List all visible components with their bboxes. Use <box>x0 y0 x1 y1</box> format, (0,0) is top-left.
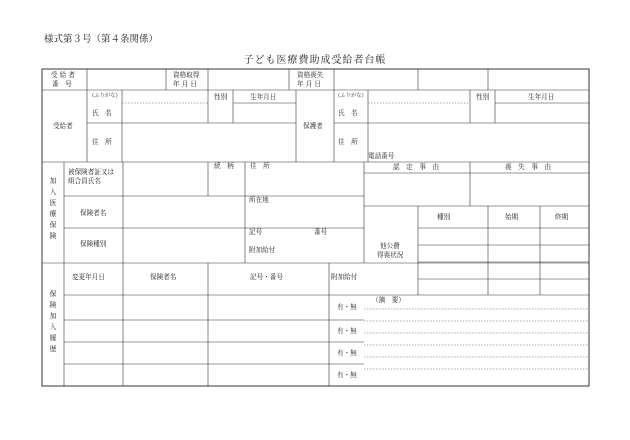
insurance-type-label: 保険種別 <box>80 240 107 248</box>
history-symbol-number-header: 記号・番号 <box>250 273 283 281</box>
lost-date-label: 資格喪失 <box>297 71 324 79</box>
insured-person-label-2: 組合員氏名 <box>68 177 101 185</box>
other-public-start-label: 始期 <box>505 213 519 221</box>
insurance-symbol-label: 記号 <box>249 228 263 236</box>
guardian-gender-label: 性別 <box>476 93 490 101</box>
relation-label: 続 柄 <box>214 162 234 170</box>
history-changed-date-header: 変更年月日 <box>72 273 105 281</box>
history-yes-no-4: 有・無 <box>337 371 357 379</box>
other-public-end-label: 終期 <box>555 213 569 221</box>
form-number-label: 様式第３号（第４条関係） <box>44 34 159 45</box>
insurance-additional-benefit-label: 附加給付 <box>249 246 276 254</box>
insurance-address-label: 住 所 <box>250 162 270 170</box>
reason-lost-label: 喪 失 事 由 <box>505 163 552 171</box>
history-additional-benefit-header: 附加給付 <box>331 273 358 281</box>
other-public-label: 他公費 <box>380 242 400 250</box>
insurance-vertical-label: 加入医療保険 <box>49 177 57 240</box>
guardian-phone-label: 電話番号 <box>368 152 395 160</box>
other-public-type-label: 種別 <box>437 213 451 221</box>
history-yes-no-1: 有・無 <box>337 303 357 311</box>
guardian-birthdate-label: 生年月日 <box>528 93 555 101</box>
recipient-address-label: 住 所 <box>92 138 112 146</box>
insurer-location-label: 所在地 <box>249 196 269 204</box>
recipient-birthdate-label: 生年月日 <box>250 93 277 101</box>
guardian-name-label: 氏 名 <box>338 109 358 117</box>
insured-person-label: 被保険者証又は <box>68 168 115 176</box>
reason-granted-label: 認 定 事 由 <box>393 163 440 171</box>
recipient-furigana-label: (ふりがな) <box>92 93 118 99</box>
insurance-number-label: 番号 <box>314 228 328 236</box>
recipient-number-label-2: 番 号 <box>52 80 72 88</box>
page-title: 子ども医療費助成受給者台帳 <box>243 55 387 66</box>
recipient-name-label: 氏 名 <box>92 109 112 117</box>
insurer-name-label: 保険者名 <box>80 209 107 217</box>
history-vertical-label: 保険加入履歴 <box>49 290 57 353</box>
guardian-address-label: 住 所 <box>338 138 358 146</box>
recipient-gender-label: 性別 <box>214 93 228 101</box>
lost-date-label-2: 年 月 日 <box>297 80 321 88</box>
other-public-label-2: 得喪状況 <box>377 251 404 259</box>
guardian-furigana-label: (ふりがな) <box>338 93 364 99</box>
recipient-label: 受給者 <box>53 122 73 130</box>
remarks-label: （摘 要） <box>372 296 405 304</box>
history-yes-no-2: 有・無 <box>337 327 357 335</box>
history-insurer-header: 保険者名 <box>150 273 177 281</box>
history-yes-no-3: 有・無 <box>337 349 357 357</box>
acquired-date-label: 資格取得 <box>173 71 200 79</box>
recipient-number-label: 受 給 者 <box>51 71 75 79</box>
acquired-date-label-2: 年 月 日 <box>173 80 197 88</box>
guardian-label: 保護者 <box>303 122 323 130</box>
